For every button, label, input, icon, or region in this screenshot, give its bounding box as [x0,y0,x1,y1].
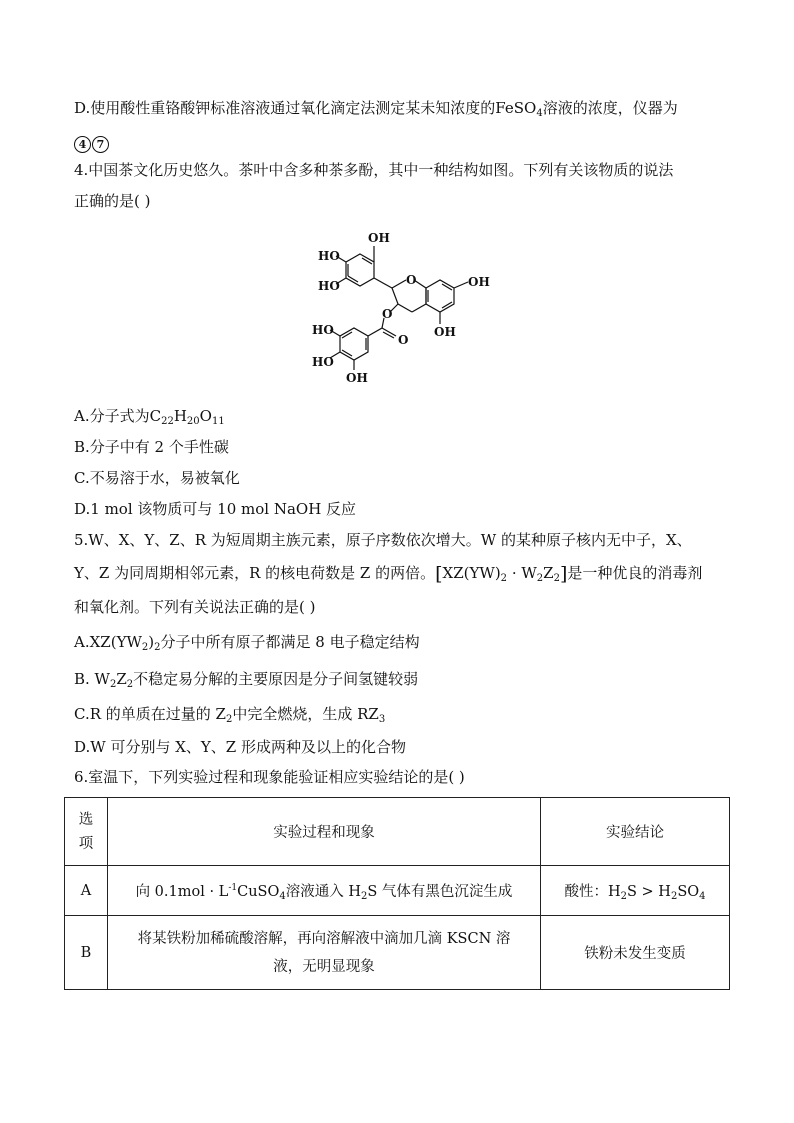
mol-label-6: O [382,307,393,321]
q4-a-o-sub: 11 [211,416,225,427]
q4-option-c: C.不易溶于水，易被氧化 [74,469,240,487]
mol-label-8: OH [434,325,456,339]
molecule-structure-figure [310,224,510,394]
left-bracket: [ [435,563,443,585]
q3-d-text-a: D.使用酸性重铬酸钾标准溶液通过氧化滴定法测定某未知浓度的 [74,99,496,117]
row-b-process [108,916,541,990]
q4-stem-line1: 4.中国茶文化历史悠久。茶叶中含多种茶多酚，其中一种结构如图。下列有关该物质的说法 [74,161,674,179]
q5-formula-sub3: 2 [553,573,560,584]
q4-a-c: C [149,407,162,425]
mol-label-9: HO [312,323,334,337]
header-option-line2: 项 [78,835,94,852]
q5-c-sub2: 3 [378,714,386,725]
q3-d-text-b: 溶液的浓度，仪器为 [542,99,678,117]
q5-option-c [74,704,385,730]
q5-b-z: Z [116,670,127,688]
q5-stem-line3: 和氧化剂。下列有关说法正确的是( ) [74,598,316,616]
header-option [65,798,108,866]
q5-c-mid: 中完全燃烧，生成 RZ [232,705,379,723]
row-b-proc-line1: 将某铁粉加稀硫酸溶解，再向溶解液中滴加几滴 KSCN 溶 [137,930,511,947]
q4-option-d: D.1 mol 该物质可与 10 mol NaOH 反应 [74,500,357,518]
q4-option-b: B.分子中有 2 个手性碳 [74,438,229,456]
mol-label-11: OH [346,371,368,385]
q3-d-instruments [74,131,110,153]
q5-a-sub2: 2 [154,642,161,653]
row-b-conclusion: 铁粉未发生变质 [541,916,730,990]
row-a-concl-sub2: 2 [670,890,678,902]
q5-stem-line1: 5.W、X、Y、Z、R 为短周期主族元素，原子序数依次增大。W 的某种原子核内无中子，X、 [74,531,692,549]
table-header-row [65,798,730,866]
header-option-line1: 选 [78,811,94,828]
q5-formula-sub1: 2 [500,573,508,584]
mol-label-2: HO [318,249,340,263]
header-process: 实验过程和现象 [108,798,541,866]
mol-label-7: O [398,333,409,347]
circled-number-2: 7 [92,136,109,153]
mol-label-3: HO [318,279,340,293]
row-a-proc-cuso: CuSO [237,883,280,900]
q5-option-a [74,632,420,658]
mol-label-10: HO [312,355,334,369]
q3-d-formula: FeSO [495,99,537,117]
table-row [65,866,730,916]
row-b-proc-line2: 液，无明显现象 [273,958,375,975]
row-a-concl-sub1: 2 [620,890,627,902]
q5-b-sub1: 2 [109,679,117,690]
q5-option-d: D.W 可分别与 X、Y、Z 形成两种及以上的化合物 [74,738,406,756]
q5-a-paren: ) [148,633,155,651]
q4-a-prefix: A.分子式为 [74,407,150,425]
q5-stem-text-a: Y、Z 为同周期相邻元素，R 的核电荷数是 Z 的两倍。 [74,564,436,582]
q5-formula-z: Z [543,564,554,582]
q5-formula-mid: · W [507,564,537,582]
header-conclusion: 实验结论 [541,798,730,866]
q3-option-d [74,98,678,124]
q4-a-o: O [199,407,212,425]
q5-formula-sub2: 2 [536,573,544,584]
q4-a-c-sub: 22 [161,416,174,427]
row-a-concl-mid: S > H [627,883,671,900]
row-a-concl-so: SO [677,883,700,900]
q4-a-h: H [173,407,187,425]
q5-stem-text-b: 是一种优良的消毒剂 [567,564,703,582]
q5-a-text: 分子中所有原子都满足 8 电子稳定结构 [160,633,420,651]
right-bracket: ] [559,563,568,585]
q5-a-formula: XZ(YW [89,633,142,651]
q5-formula: XZ(YW) [442,564,501,582]
q5-stem-line2 [74,563,702,589]
circled-number-1: 4 [74,136,91,153]
row-a-conclusion [541,866,730,916]
q5-b-sub2: 2 [126,679,134,690]
row-a-proc-pre: 向 0.1mol · L [135,883,229,900]
q5-c-sub1: 2 [225,714,233,725]
q4-a-h-sub: 20 [186,416,200,427]
row-a-concl-sub3: 4 [699,890,706,902]
table-row [65,916,730,990]
q4-stem-line2: 正确的是( ) [74,192,151,210]
q6-stem: 6.室温下，下列实验过程和现象能验证相应实验结论的是( ) [74,768,465,786]
q5-c-prefix: C.R 的单质在过量的 Z [74,705,226,723]
q5-b-prefix: B. W [74,670,110,688]
q5-option-b [74,669,418,695]
q5-b-text: 不稳定易分解的主要原因是分子间氢键较弱 [133,670,419,688]
q5-a-prefix: A. [74,633,90,651]
q3-d-formula-sub: 4 [536,108,543,119]
row-a-process [108,866,541,916]
q5-a-sub1: 2 [141,642,149,653]
row-a-proc-mid: 溶液通入 H [285,883,361,900]
row-a-proc-sub2: 2 [361,890,368,902]
row-a-proc-sub1: 4 [279,890,286,902]
row-a-proc-end: S 气体有黑色沉淀生成 [367,883,513,900]
row-a-concl-pre: 酸性：H [564,883,621,900]
q4-option-a [74,406,225,432]
mol-label-5: OH [468,275,490,289]
q6-table [64,797,730,990]
mol-label-1: OH [368,231,390,245]
row-b-option: B [65,916,108,990]
mol-label-4: O [406,273,417,287]
row-a-option: A [65,866,108,916]
row-a-proc-sup: -1 [228,882,238,893]
